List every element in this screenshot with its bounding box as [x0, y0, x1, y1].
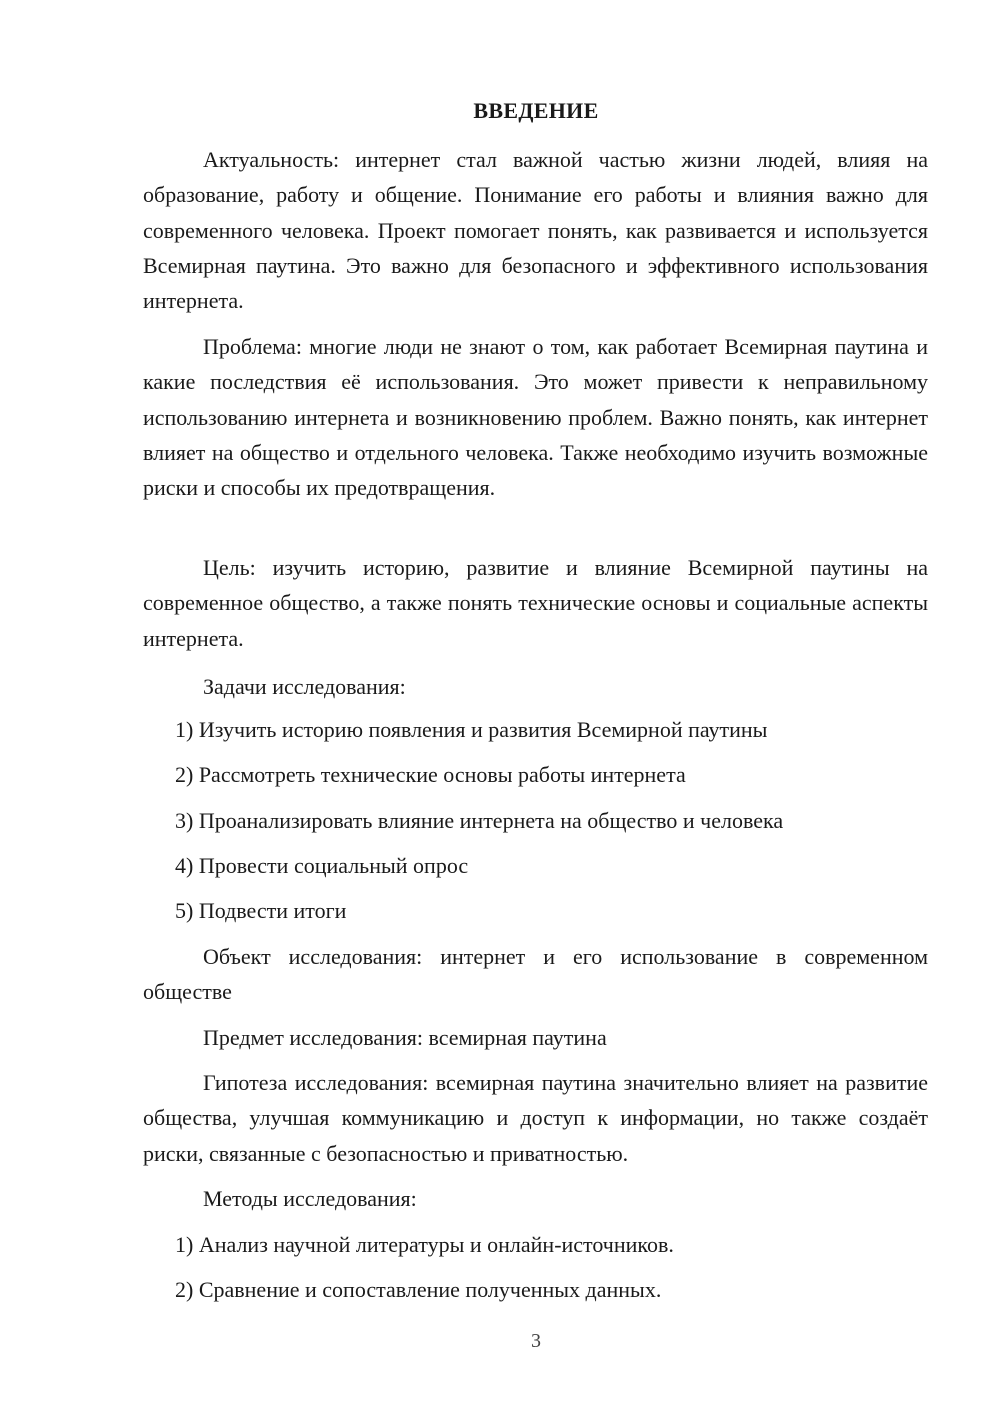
tasks-heading: Задачи исследования: — [203, 674, 406, 699]
problem-paragraph: Проблема: многие люди не знают о том, как работает Всемирная паутина и какие последствия её использования. Это может привести к неправильному использованию интернета и возникновению проблем. Важно понять, как интернет влияет на общество и отдельного человека. Также необходимо изучить возможные риски и способы их предотвращения. — [143, 334, 928, 501]
task-item-3: 3) Проанализировать влияние интернета на общество и человека — [175, 808, 784, 833]
method-item-2: 2) Сравнение и сопоставление полученных данных. — [175, 1277, 662, 1302]
section-title: ВВЕДЕНИЕ — [473, 98, 599, 123]
task-item-1: 1) Изучить историю появления и развития Всемирной паутины — [175, 717, 768, 742]
task-item-5: 5) Подвести итоги — [175, 898, 347, 923]
hypothesis-paragraph: Гипотеза исследования: всемирная паутина значительно влияет на развитие общества, улучшая коммуникацию и доступ к информации, но также создаёт риски, связанные с безопасностью и приватностью. — [143, 1070, 928, 1166]
method-item-1: 1) Анализ научной литературы и онлайн-источников. — [175, 1232, 674, 1257]
relevance-paragraph: Актуальность: интернет стал важной частью жизни людей, влияя на образование, работу и общение. Понимание его работы и влияния важно для современного человека. Проект помогает понять, как развивается и используется Всемирная паутина. Это важно для безопасного и эффективного использования интернета. — [143, 147, 928, 314]
subject-paragraph: Предмет исследования: всемирная паутина — [203, 1025, 607, 1050]
task-item-4: 4) Провести социальный опрос — [175, 853, 469, 878]
methods-heading: Методы исследования: — [203, 1186, 417, 1211]
task-item-2: 2) Рассмотреть технические основы работы интернета — [175, 762, 686, 787]
goal-paragraph: Цель: изучить историю, развитие и влияние Всемирной паутины на современное общество, а также понять технические основы и социальные аспекты интернета. — [143, 555, 928, 651]
object-paragraph: Объект исследования: интернет и его использование в современном обществе — [143, 944, 928, 1005]
page-number: 3 — [531, 1330, 541, 1352]
